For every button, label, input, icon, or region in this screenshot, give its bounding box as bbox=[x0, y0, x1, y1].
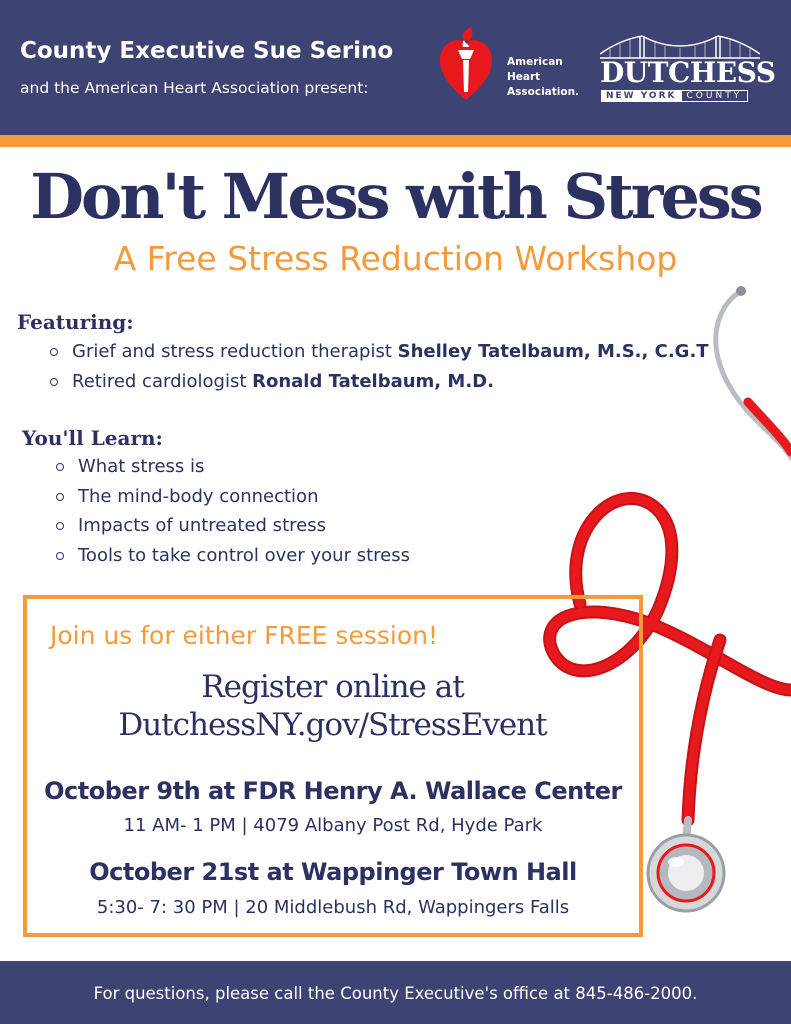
header-accent-stripe bbox=[0, 135, 791, 147]
speaker-role: Grief and stress reduction therapist bbox=[72, 341, 398, 362]
list-item: What stress is bbox=[54, 452, 410, 482]
heart-torch-icon bbox=[438, 26, 494, 102]
learn-list bbox=[54, 452, 410, 570]
speaker-name: Shelley Tatelbaum, M.S., C.G.T bbox=[397, 341, 709, 362]
learn-heading: You'll Learn: bbox=[22, 426, 163, 450]
page-title: Don't Mess with Stress bbox=[30, 160, 761, 233]
page-subtitle: A Free Stress Reduction Workshop bbox=[113, 239, 678, 278]
speaker-name: Ronald Tatelbaum, M.D. bbox=[252, 370, 494, 392]
list-item: Tools to take control over your stress bbox=[54, 541, 410, 571]
join-callout: Join us for either FREE session! bbox=[50, 621, 438, 650]
aha-word: Heart bbox=[507, 71, 541, 83]
event-title: October 9th at FDR Henry A. Wallace Center bbox=[44, 777, 622, 805]
dutchess-state: NEW YORK bbox=[601, 90, 682, 102]
register-line: Register online at bbox=[201, 669, 464, 705]
speaker-role: Retired cardiologist bbox=[72, 370, 253, 392]
register-url[interactable]: DutchessNY.gov/StressEvent bbox=[118, 707, 547, 743]
presenter-subline: and the American Heart Association present: bbox=[20, 79, 369, 97]
presenter-line: County Executive Sue Serino bbox=[20, 38, 394, 64]
event-title: October 21st at Wappinger Town Hall bbox=[89, 858, 577, 886]
dutchess-logo-name: DUTCHESS bbox=[600, 56, 776, 89]
list-item bbox=[48, 337, 709, 367]
list-item bbox=[48, 367, 709, 397]
event-detail: 11 AM- 1 PM | 4079 Albany Post Rd, Hyde Park bbox=[123, 815, 543, 836]
dutchess-logo-subline bbox=[601, 90, 761, 102]
featuring-heading: Featuring: bbox=[17, 310, 134, 334]
footer-contact: For questions, please call the County Executive's office at 845-486-2000. bbox=[93, 984, 698, 1003]
aha-word: Association. bbox=[507, 86, 580, 98]
list-item: Impacts of untreated stress bbox=[54, 511, 410, 541]
dutchess-county: COUNTY bbox=[682, 90, 749, 102]
register-text bbox=[50, 668, 615, 744]
aha-wordmark bbox=[507, 55, 579, 100]
event-detail: 5:30- 7: 30 PM | 20 Middlebush Rd, Wappingers Falls bbox=[96, 897, 570, 918]
featuring-list bbox=[48, 337, 709, 396]
aha-word: American bbox=[507, 56, 563, 68]
list-item: The mind-body connection bbox=[54, 482, 410, 512]
